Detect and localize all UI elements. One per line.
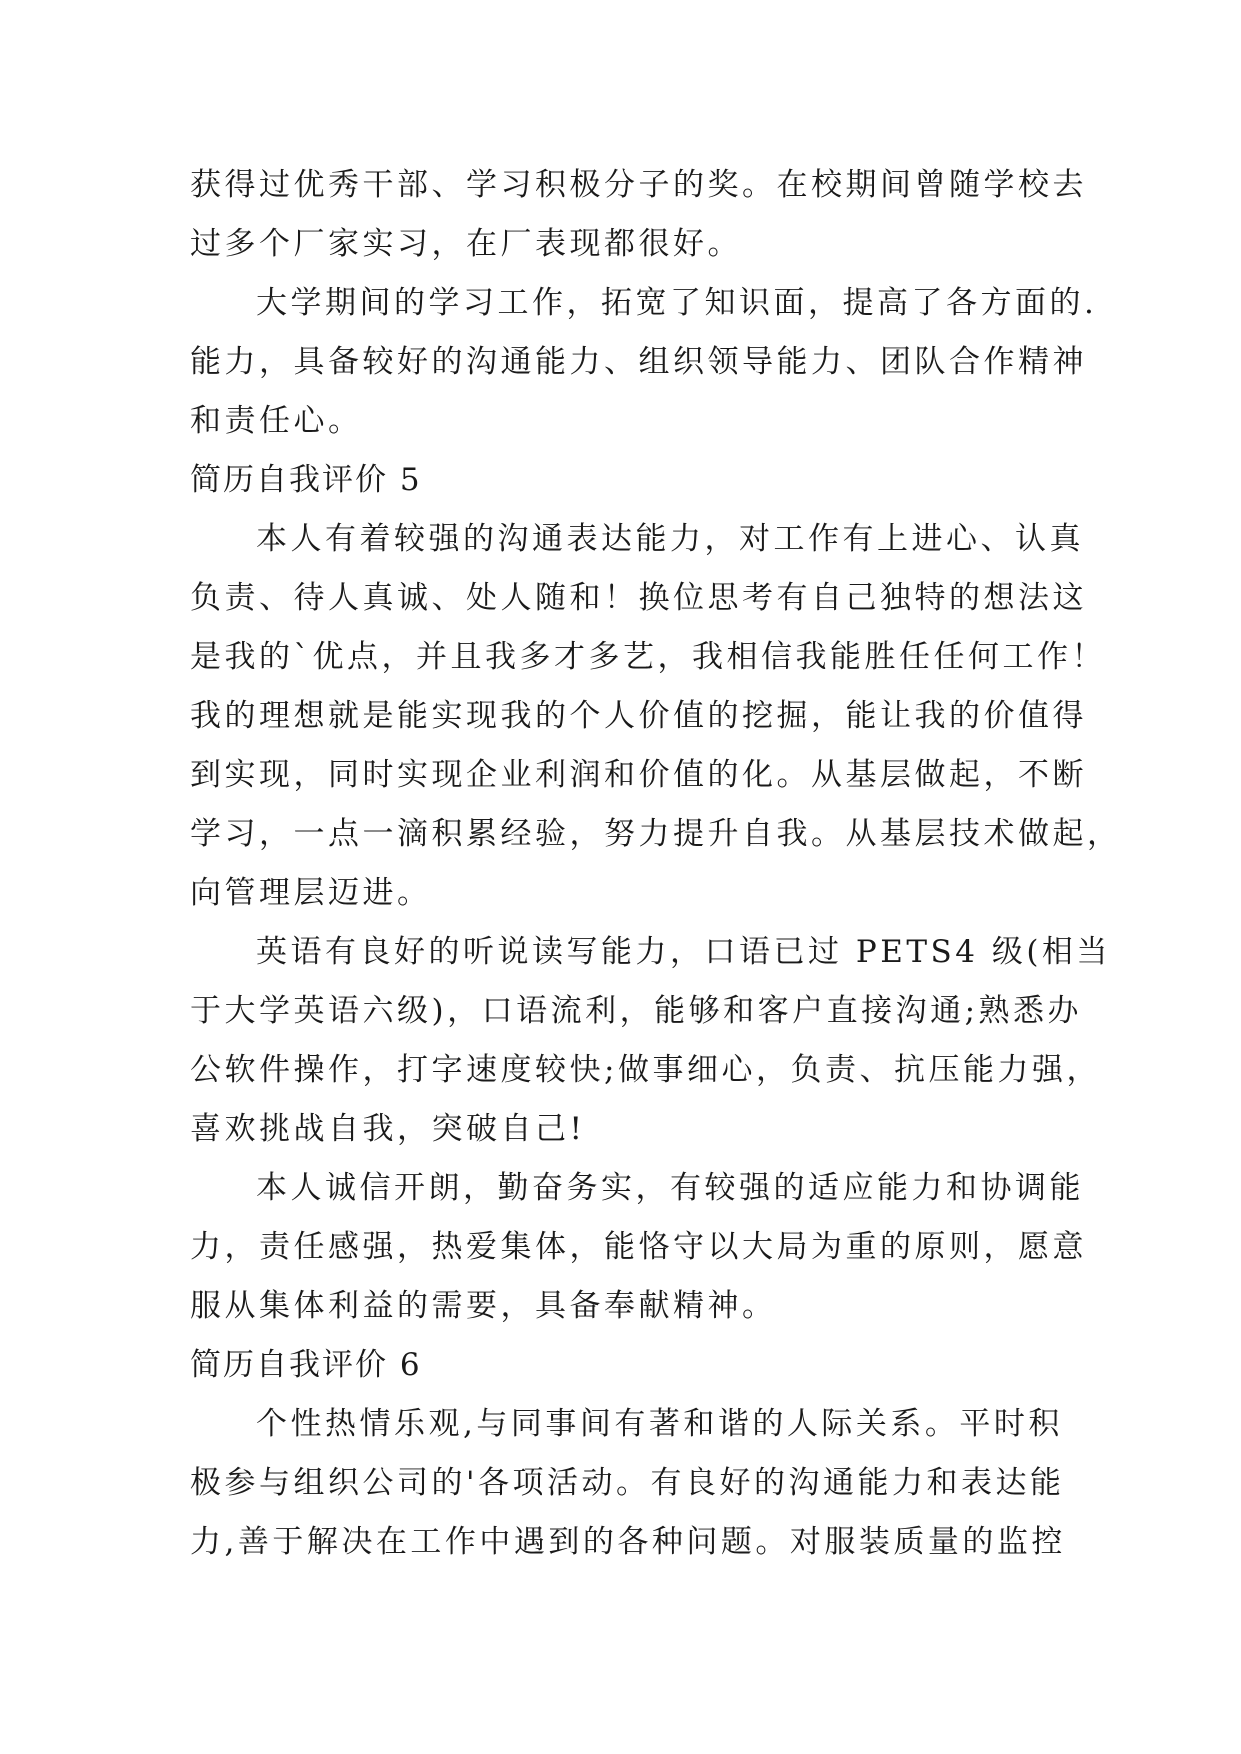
paragraph-line: 我的理想就是能实现我的个人价值的挖掘，能让我的价值得: [190, 698, 1087, 734]
paragraph-line: 本人诚信开朗，勤奋务实，有较强的适应能力和协调能: [256, 1170, 1084, 1206]
paragraph-line: 能力，具备较好的沟通能力、组织领导能力、团队合作精神: [190, 344, 1087, 380]
section-heading: 简历自我评价 5: [190, 462, 422, 498]
paragraph-line: 英语有良好的听说读写能力，口语已过 PETS4 级(相当: [256, 934, 1111, 970]
paragraph-line: 向管理层迈进。: [190, 875, 432, 911]
paragraph-line: 是我的`优点，并且我多才多艺，我相信我能胜任任何工作！: [190, 639, 1106, 675]
paragraph-line: 学习，一点一滴积累经验，努力提升自我。从基层技术做起，: [190, 816, 1122, 852]
paragraph-line: 力,善于解决在工作中遇到的各种问题。对服装质量的监控: [190, 1524, 1066, 1560]
paragraph-line: 喜欢挑战自我，突破自己!: [190, 1111, 586, 1147]
section-heading: 简历自我评价 6: [190, 1347, 422, 1383]
paragraph-line: 极参与组织公司的'各项活动。有良好的沟通能力和表达能: [190, 1465, 1065, 1501]
paragraph-line: 获得过优秀干部、学习积极分子的奖。在校期间曾随学校去: [190, 167, 1087, 203]
paragraph-line: 公软件操作，打字速度较快;做事细心，负责、抗压能力强，: [190, 1052, 1101, 1088]
paragraph-line: 过多个厂家实习，在厂表现都很好。: [190, 226, 742, 262]
paragraph-line: 个性热情乐观,与同事间有著和谐的人际关系。平时积: [256, 1406, 1063, 1442]
paragraph-line: 负责、待人真诚、处人随和！换位思考有自己独特的想法这: [190, 580, 1087, 616]
paragraph-line: 到实现，同时实现企业利润和价值的化。从基层做起，不断: [190, 757, 1087, 793]
paragraph-line: 大学期间的学习工作，拓宽了知识面，提高了各方面的.: [256, 285, 1098, 321]
paragraph-line: 于大学英语六级)，口语流利，能够和客户直接沟通;熟悉办: [190, 993, 1083, 1029]
paragraph-line: 力，责任感强，热爱集体，能恪守以大局为重的原则，愿意: [190, 1229, 1087, 1265]
paragraph-line: 和责任心。: [190, 403, 363, 439]
document-body: [190, 156, 1122, 1572]
paragraph-line: 本人有着较强的沟通表达能力，对工作有上进心、认真: [256, 521, 1084, 557]
paragraph-line: 服从集体利益的需要，具备奉献精神。: [190, 1288, 777, 1324]
